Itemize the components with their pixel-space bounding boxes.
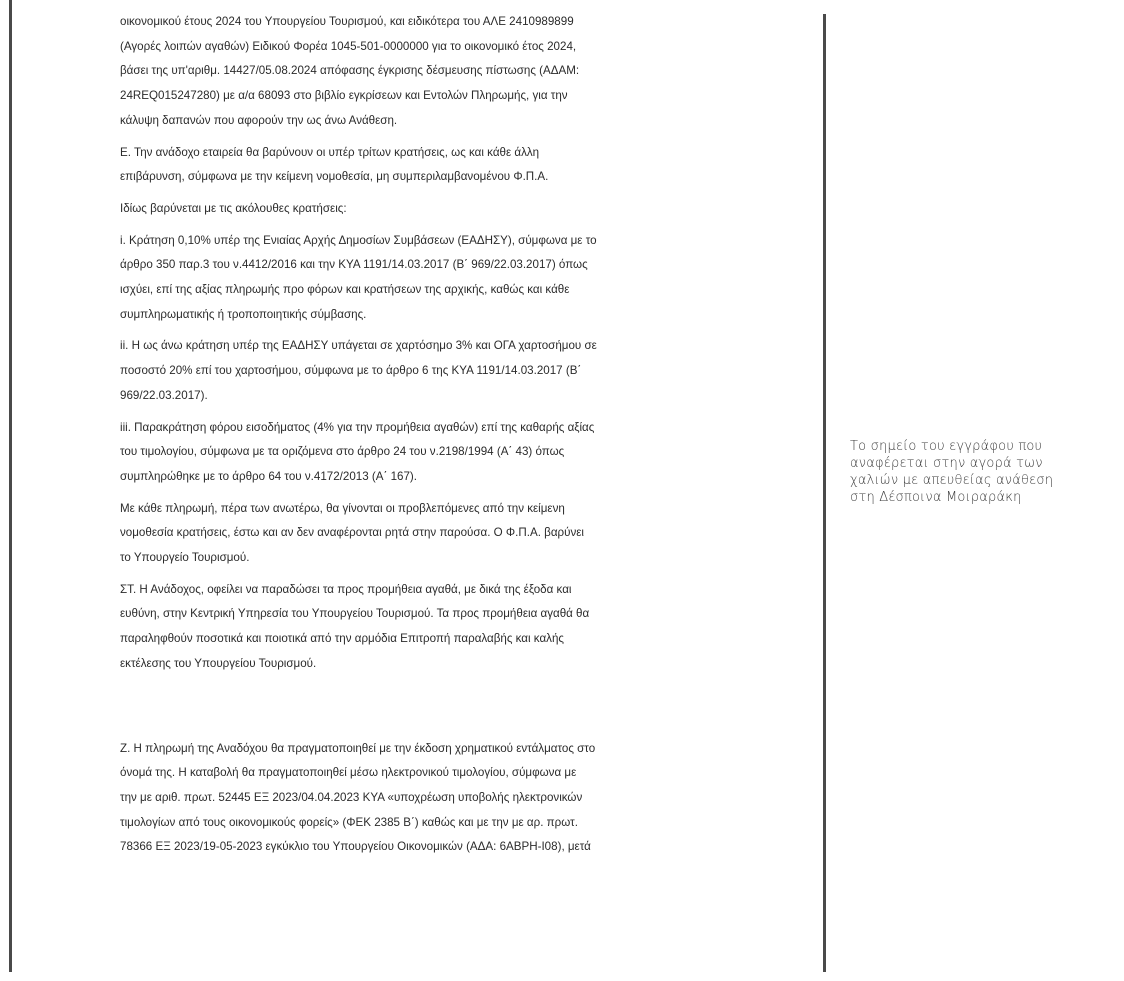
page-border-right xyxy=(823,14,826,972)
paragraph-specific-withholdings: Ιδίως βαρύνεται με τις ακόλουθες κρατήσεις: xyxy=(120,201,347,215)
paragraph-budget-line: οικονομικού έτους 2024 του Υπουργείου Τουρισμού, και ειδικότερα του ΑΛΕ 2410989899 (Αγορές λοιπών αγαθών) Ειδικού Φορέα 1045-501-0000000 για το οικονομικό έτος 2024, βάσει της υπ'αριθμ. 14427/05.08.2024 απόφασης έγκρισης δέσμευσης πίστωσης (ΑΔΑΜ: 24REQ015247280) με α/α 68093 στο βιβλίο εγκρίσεων και Εντολών Πληρωμής, για την κάλυψη δαπανών που αφορούν την ως άνω Ανάθεση. xyxy=(120,15,580,127)
paragraph-item-ii: ii. Η ως άνω κράτηση υπέρ της ΕΑΔΗΣΥ υπάγεται σε χαρτόσημο 3% και ΟΓΑ χαρτοσήμου σε ποσοστό 20% επί του χαρτοσήμου, σύμφωνα με το άρθρο 6 της ΚΥΑ 1191/14.03.2017 (Β΄ 969/22.03.2017). xyxy=(120,339,597,402)
page-border-left xyxy=(9,0,12,972)
paragraph-payment-withholdings: Με κάθε πληρωμή, πέρα των ανωτέρω, θα γίνονται οι προβλεπόμενες από την κείμενη νομοθεσία κρατήσεις, έστω και αν δεν αναφέρονται ρητά στην παρούσα. Ο Φ.Π.Α. βαρύνει το Υπουργείο Τουρισμού. xyxy=(120,501,584,565)
side-annotation: Το σημείο του εγγράφου που αναφέρεται στην αγορά των χαλιών με απευθείας ανάθεση στη Δέσποινα Μοιραράκη xyxy=(850,439,1054,505)
paragraph-z-payment: Ζ. Η πληρωμή της Αναδόχου θα πραγματοποιηθεί με την έκδοση χρηματικού εντάλματος στο όνομά της. Η καταβολή θα πραγματοποιηθεί μέσω ηλεκτρονικού τιμολογίου, σύμφωνα με την με αριθ. πρωτ. 52445 ΕΞ 2023/04.04.2023 ΚΥΑ «υποχρέωση υποβολής ηλεκτρονικών τιμολογίων από τους οικονομικούς φορείς» (ΦΕΚ 2385 Β΄) καθώς και με την με αρ. πρωτ. 78366 ΕΞ 2023/19-05-2023 εγκύκλιο του Υπουργείου Οικονομικών (ΑΔΑ: 6ΑΒΡΗ-Ι08), μετά xyxy=(120,741,596,854)
paragraph-st-delivery: ΣΤ. Η Ανάδοχος, οφείλει να παραδώσει τα προς προμήθεια αγαθά, με δικά της έξοδα και ευθύνη, στην Κεντρική Υπηρεσία του Υπουργείου Τουρισμού. Τα προς προμήθεια αγαθά θα παραληφθούν ποσοτικά και ποιοτικά από την αρμόδια Επιτροπή παραλαβής και καλής εκτέλεσης του Υπουργείου Τουρισμού. xyxy=(120,582,590,670)
paragraph-item-iii: iii. Παρακράτηση φόρου εισοδήματος (4% για την προμήθεια αγαθών) επί της καθαρής αξίας του τιμολογίου, σύμφωνα με τα οριζόμενα στο άρθρο 24 του ν.2198/1994 (Α΄ 43) όπως συμπληρώθηκε με το άρθρο 64 του ν.4172/2013 (Α΄ 167). xyxy=(120,420,595,483)
paragraph-item-i: i. Κράτηση 0,10% υπέρ της Ενιαίας Αρχής Δημοσίων Συμβάσεων (ΕΑΔΗΣΥ), σύμφωνα με το άρθρο 350 παρ.3 του ν.4412/2016 και την ΚΥΑ 1191/14.03.2017 (Β΄ 969/22.03.2017) όπως ισχύει, επί της αξίας πληρωμής προ φόρων και κρατήσεων της αρχικής, καθώς και κάθε συμπληρωματικής ή τροποποιητικής σύμβασης. xyxy=(120,233,597,321)
paragraph-e-withholdings: Ε. Την ανάδοχο εταιρεία θα βαρύνουν οι υπέρ τρίτων κρατήσεις, ως και κάθε άλλη επιβάρυνση, σύμφωνα με την κείμενη νομοθεσία, μη συμπεριλαμβανομένου Φ.Π.Α. xyxy=(120,145,549,184)
document-body xyxy=(120,10,715,867)
